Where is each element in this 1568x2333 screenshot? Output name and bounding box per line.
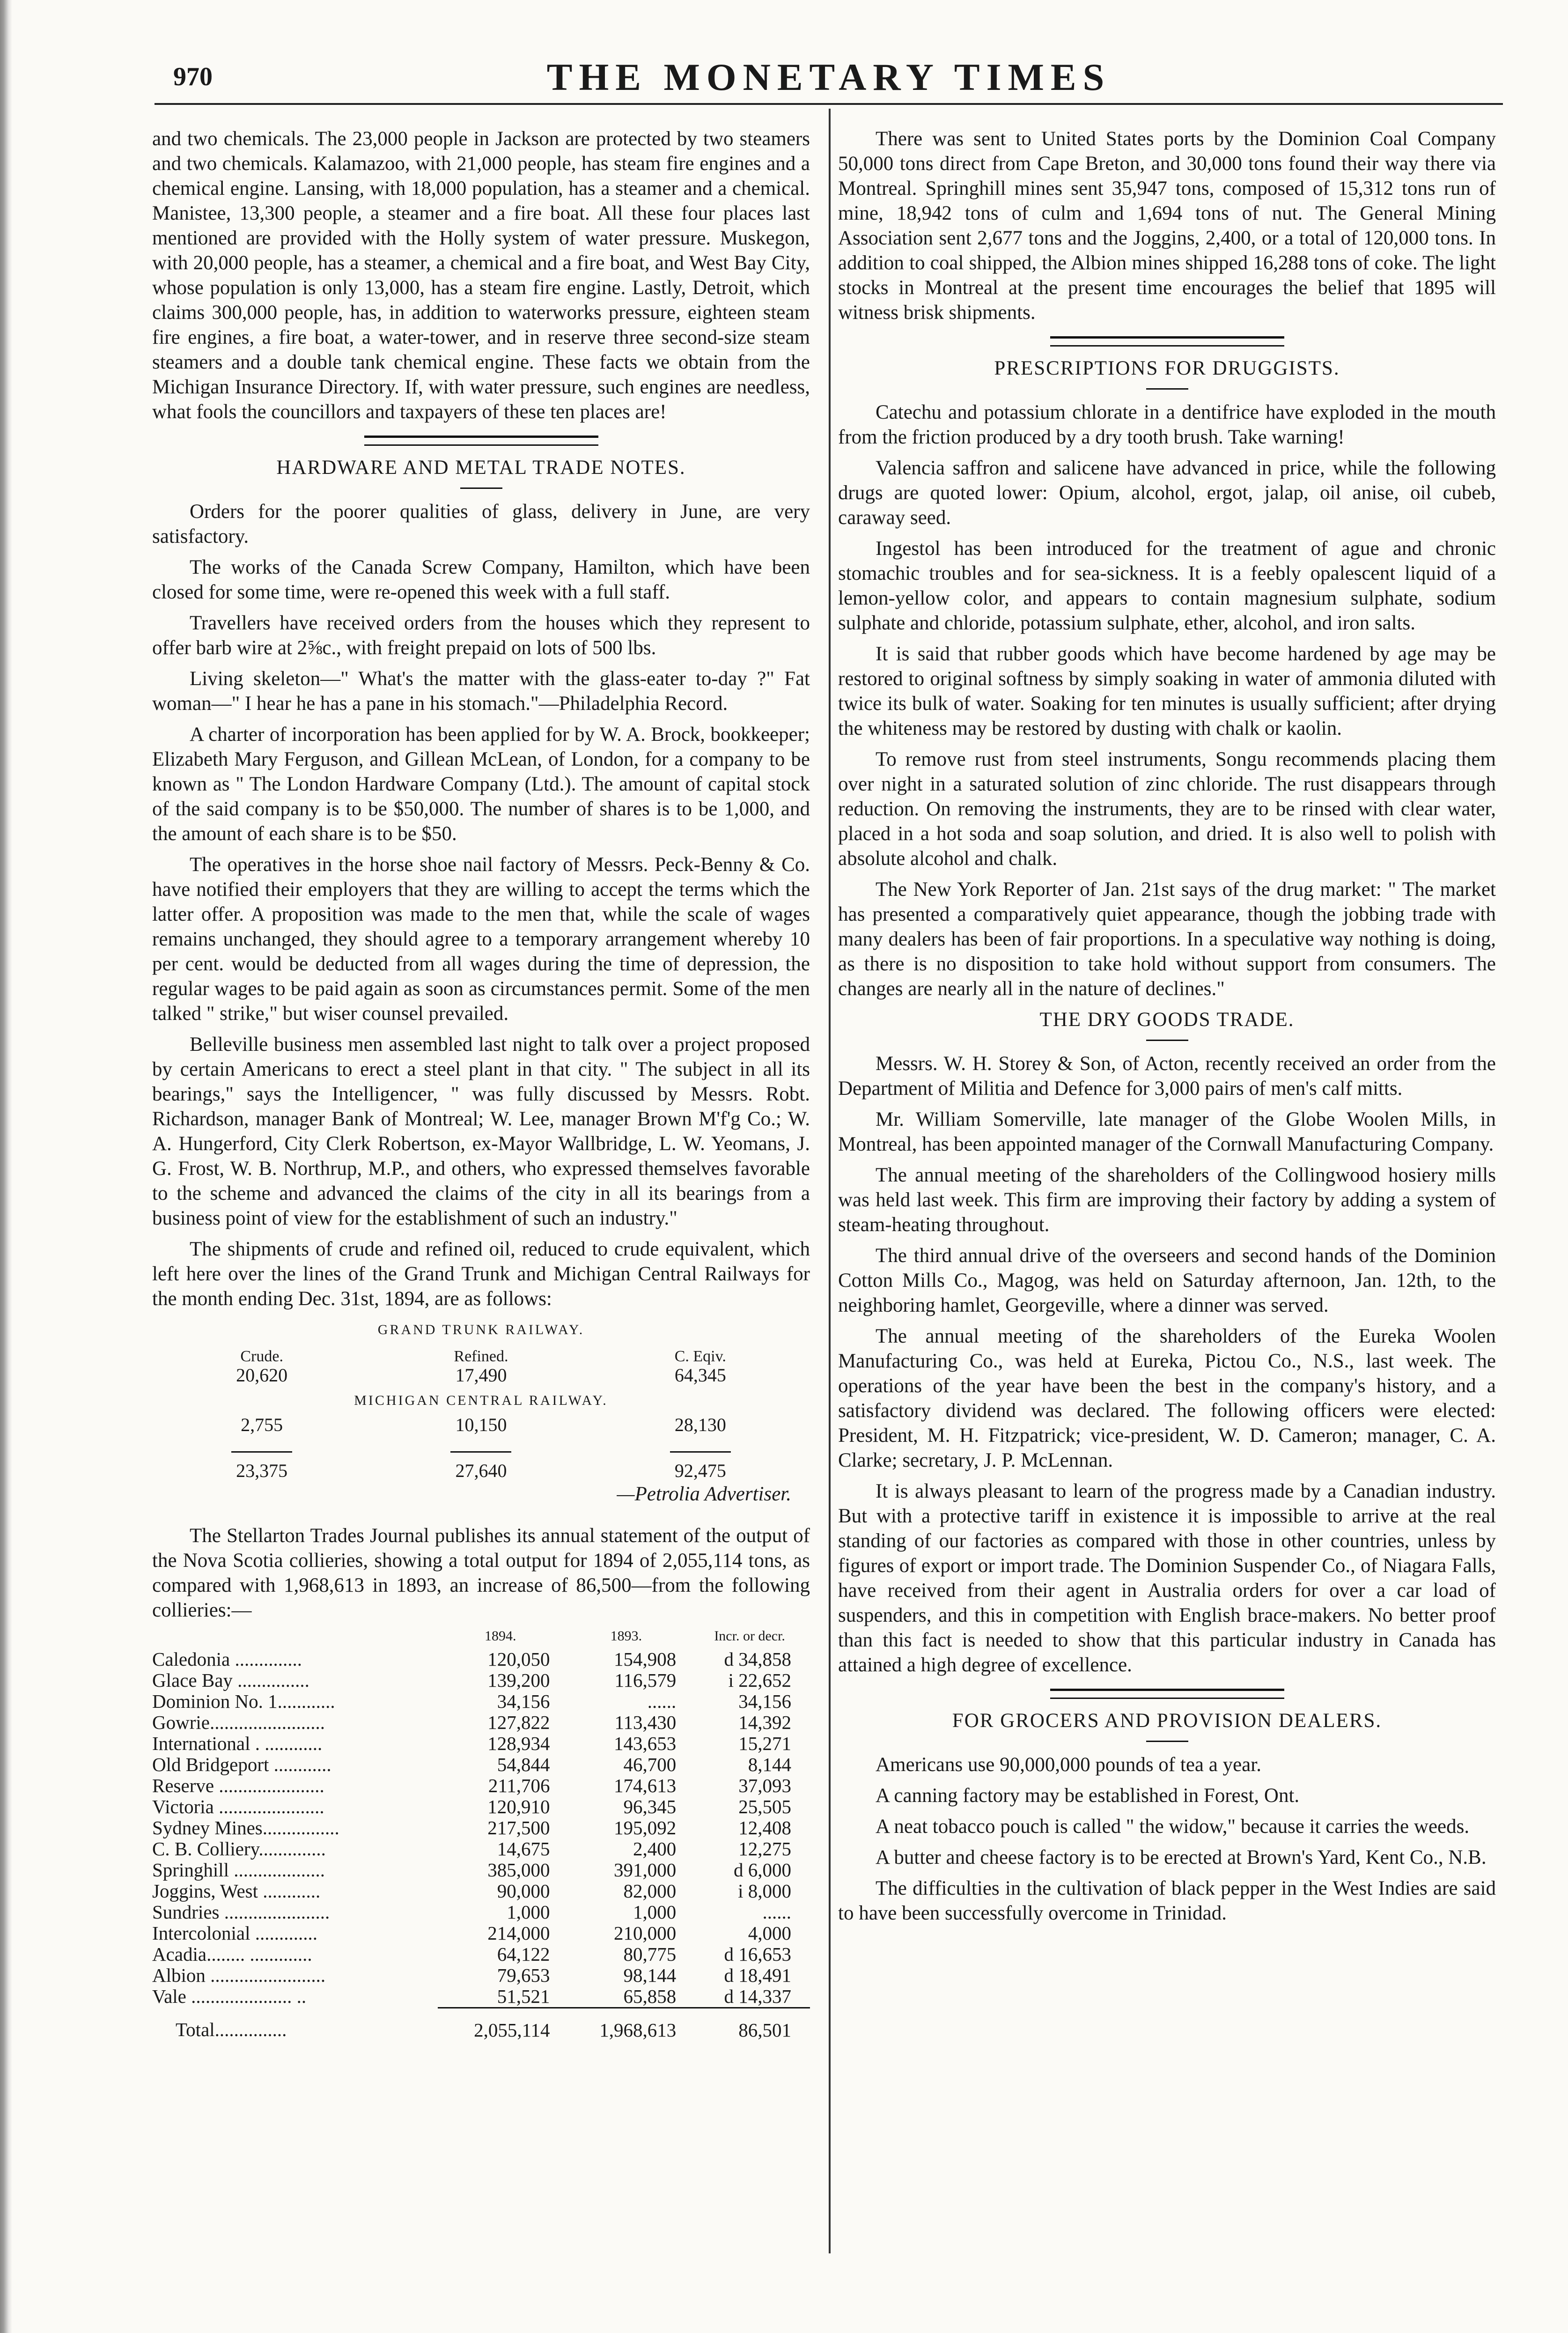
colliery-y1894-cell: 127,822 [487, 1712, 550, 1733]
article-paragraph: The works of the Canada Screw Company, Hamilton, which have been closed for some time, were re-opened this week with a full staff. [152, 556, 810, 603]
table-row [152, 1649, 810, 1670]
article-paragraph: A charter of incorporation has been applied for by W. A. Brock, bookkeeper; Elizabeth Mary Ferguson, and Gillean McLean, of London, for a company to be known as " The London Hardware Company (Ltd.). The amount of capital stock of the said company is to be $50,000. The number of shares is to be 1,000, and the amount of each share is to be $50. [152, 724, 810, 845]
article-paragraph: Living skeleton—" What's the matter with the glass-eater to-day ?" Fat woman—" I hear he has a pane in his stomach."—Philadelphia Record. [152, 668, 810, 715]
colliery-y1893-cell: 116,579 [614, 1669, 677, 1691]
grand-trunk-label: GRAND TRUNK RAILWAY. [377, 1322, 585, 1337]
colliery-y1893-cell: 113,430 [614, 1712, 677, 1733]
table-row [152, 1733, 810, 1754]
colliery-y1894-cell: 214,000 [487, 1922, 550, 1944]
article-paragraph: The third annual drive of the overseers and second hands of the Dominion Cotton Mills Co., Magog, was held on Saturday afternoon, Jan. 12th, to the neighboring hamlet, Georgeville, where a dinner was served. [838, 1245, 1496, 1316]
page-header [155, 52, 1503, 103]
totals-row [152, 1457, 810, 1482]
article-paragraph: The shipments of crude and refined oil, reduced to crude equivalent, which left here over the lines of the Grand Trunk and Michigan Central Railways for the month ending Dec. 31st, 1894, are as follows: [152, 1238, 810, 1310]
colliery-y1894-cell: 120,910 [487, 1796, 550, 1817]
article-paragraph: The New York Reporter of Jan. 21st says of the drug market: " The market has presented a comparatively quiet appearance, though the jobbing trade with many dealers has been of fair proportions. In a speculative way nothing is doing, as there is no disposition to take hold without support from consumers. The changes are nearly all in the nature of declines." [838, 879, 1496, 1000]
col-equiv: C. Eqiv. [674, 1348, 726, 1365]
colliery-change-cell: 37,093 [738, 1775, 791, 1796]
journal-title: THE MONETARY TIMES [546, 56, 1111, 98]
oil-shipments-table [152, 1345, 810, 1482]
colliery-y1894-cell: 1,000 [507, 1901, 550, 1923]
colliery-y1894-cell: 51,521 [497, 1986, 550, 2007]
article-paragraph: The Stellarton Trades Journal publishes its annual statement of the output of the Nova Scotia collieries, showing a total output for 1894 of 2,055,114 tons, as compared with 1,968,613 in 1893, an increase of 86,500—from the following collieries:— [152, 1525, 810, 1621]
heading-rule [1146, 1741, 1188, 1742]
colliery-change-cell: 34,156 [738, 1691, 791, 1712]
column-divider [829, 109, 831, 2253]
colliery-y1893-cell: 1,000 [633, 1901, 677, 1923]
left-column [152, 126, 810, 2041]
table-row [152, 1986, 810, 2007]
table-row [152, 1902, 810, 1923]
colliery-change-cell: d 14,337 [724, 1986, 791, 2007]
colliery-y1893-cell: 2,400 [633, 1838, 677, 1860]
article-paragraph: Americans use 90,000,000 pounds of tea a year. [876, 1754, 1261, 1776]
sum-rule [670, 1451, 731, 1453]
colliery-name-cell: Springhill ................... [152, 1859, 325, 1881]
colliery-y1893-cell: 195,092 [613, 1817, 677, 1838]
colliery-name-cell: Vale ..................... .. [152, 1986, 307, 2007]
table-row [152, 1712, 810, 1733]
col-refined: Refined. [454, 1348, 508, 1365]
table-row [152, 1923, 810, 1944]
article-paragraph: The annual meeting of the shareholders of the Eureka Woolen Manufacturing Co., was held at Eureka, Pictou Co., N.S., last week. The operations of the year have been the best in the company's history, and a satisfactory dividend was declared. The following officers were elected: President, M. H. Fitzpatrick; vice-president, W. D. Cameron; manager, C. A. Clarke; secretary, J. P. McLennan. [838, 1325, 1496, 1471]
cell: 28,130 [674, 1414, 726, 1435]
colliery-change-cell: i 22,652 [728, 1669, 791, 1691]
colliery-change-cell: 15,271 [738, 1733, 791, 1754]
table-row [152, 1796, 810, 1817]
table-row [152, 1365, 810, 1386]
table-row [152, 1691, 810, 1712]
colliery-name-cell: Gowrie........................ [152, 1712, 325, 1733]
colliery-change-cell: i 8,000 [738, 1880, 791, 1902]
colliery-y1893-cell: 65,858 [623, 1986, 677, 2007]
hardware-heading: HARDWARE AND METAL TRADE NOTES. [276, 457, 686, 479]
table-row [152, 1944, 810, 1965]
colliery-name-cell: International . ............ [152, 1733, 323, 1754]
col-change: Incr. or decr. [714, 1628, 785, 1644]
table-header-row [152, 1629, 810, 1649]
cell: 2,755 [241, 1414, 283, 1435]
source-attribution: —Petrolia Advertiser. [617, 1483, 791, 1505]
article-paragraph: The annual meeting of the shareholders of the Collingwood hosiery mills was held last week. This firm are improving their factory by adding a system of steam-heating throughout. [838, 1164, 1496, 1236]
michigan-central-label: MICHIGAN CENTRAL RAILWAY. [354, 1393, 608, 1408]
table-row [152, 1860, 810, 1881]
colliery-y1894-cell: 79,653 [497, 1964, 550, 1986]
article-paragraph: The difficulties in the cultivation of black pepper in the West Indies are said to have been successfully overcome in Trinidad. [838, 1877, 1496, 1924]
colliery-y1894-cell: 385,000 [487, 1859, 550, 1881]
section-divider [364, 436, 598, 446]
cell: 92,475 [674, 1460, 726, 1481]
article-paragraph: A canning factory may be established in Forest, Ont. [876, 1785, 1300, 1807]
fire-engines-paragraph: and two chemicals. The 23,000 people in Jackson are protected by two steamers and two chemicals. Kalamazoo, with 21,000 people, has steam fire engines and a chemical engine. Lansing, with 18,000 population, has a steamer and a chemical. Manistee, 13,300 people, a steamer and a fire boat. All these four places last mentioned are provided with the Holly system of water pressure. Muskegon, with 20,000 people, has a steamer, a chemical and a fire boat, and West Bay City, whose population is only 13,000, has a steam fire engine. Lastly, Detroit, which claims 300,000 people, has, in addition to waterworks pressure, eighteen steam fire engines, a fire boat, a water-tower, and in reserve three second-size steam steamers and a double tank chemical engine. These facts we obtain from the Michigan Insurance Directory. If, with water pressure, such engines are needless, what fools the councillors and taxpayers of these ten places are! [152, 128, 810, 423]
colliery-change-cell: d 18,491 [724, 1964, 791, 1986]
section-divider [1050, 336, 1284, 347]
article-paragraph: Mr. William Somerville, late manager of the Globe Woolen Mills, in Montreal, has been appointed manager of the Cornwall Manufacturing Company. [838, 1108, 1496, 1155]
colliery-y1893-cell: ...... [647, 1691, 677, 1712]
col-crude: Crude. [240, 1348, 283, 1365]
table-row [152, 1838, 810, 1860]
colliery-y1894-cell: 64,122 [497, 1943, 550, 1965]
col-1893: 1893. [610, 1628, 642, 1644]
colliery-y1894-cell: 128,934 [487, 1733, 550, 1754]
colliery-name-cell: Sundries ...................... [152, 1901, 330, 1923]
page-number: 970 [173, 62, 213, 91]
colliery-change-cell: 4,000 [748, 1922, 791, 1944]
colliery-y1893-cell: 391,000 [613, 1859, 677, 1881]
heading-rule [460, 487, 502, 489]
cell: 17,490 [455, 1365, 507, 1386]
article-paragraph: Valencia saffron and salicene have advanced in price, while the following drugs are quoted lower: Opium, alcohol, ergot, jalap, oil anise, oil cubeb, caraway seed. [838, 457, 1496, 529]
colliery-y1893-cell: 154,908 [613, 1648, 677, 1670]
article-paragraph: Belleville business men assembled last night to talk over a project proposed by certain Americans to erect a steel plant in that city. " The subject in all its bearings," says the Intelligencer, " was fully discussed by Messrs. Robt. Richardson, manager Bank of Montreal; W. Lee, manager Brown M'f'g Co.; W. A. Hungerford, City Clerk Robertson, ex-Mayor Wallbridge, L. W. Yeomans, J. G. Frost, W. B. Northrup, M.P., and others, who expressed themselves favorable to the scheme and advanced the claims of the city in all its bearings from a business point of view for the establishment of such an industry." [152, 1034, 810, 1229]
right-column [838, 126, 1496, 1932]
collieries-table [152, 1629, 810, 2041]
table-row [152, 1965, 810, 1986]
table-row [152, 1414, 810, 1436]
sum-rule [231, 1451, 292, 1453]
article-paragraph: The operatives in the horse shoe nail factory of Messrs. Peck-Benny & Co. have notified their employers that they are willing to accept the terms which the latter offer. A proposition was made to the men that, while the scale of wages remains unchanged, they should agree to a temporary arrangement whereby 10 per cent. would be deducted from all wages during the time of depression, the regular wages to be paid again as soon as circumstances permit. Some of the men talked " strike," but wiser counsel prevailed. [152, 854, 810, 1025]
article-paragraph: It is always pleasant to learn of the progress made by a Canadian industry. But with a protective tariff in existence it is impossible to arrive at the real standing of our factories as compared with those in other countries, unless by figures of export or import trade. The Dominion Suspender Co., of Niagara Falls, have received from their agent in Australia orders for over a car load of suspenders, and this in competition with English brace-makers. No better proof than this fact is needed to show that this particular industry in Canada has attained a high degree of excellence. [838, 1480, 1496, 1676]
colliery-y1894-cell: 120,050 [487, 1648, 550, 1670]
article-paragraph: Catechu and potassium chlorate in a dentifrice have exploded in the mouth from the friction produced by a dry tooth brush. Take warning! [838, 401, 1496, 448]
colliery-total-1894-cell: 2,055,114 [474, 2019, 550, 2041]
article-paragraph: Ingestol has been introduced for the treatment of ague and chronic stomachic troubles and for sea-sickness. It is a feebly opalescent liquid of a lemon-yellow color, and appears to contain magnesium sulphate, sodium sulphate and chloride, potassium sulphate, ether, alcohol, and iron salts. [838, 538, 1496, 634]
article-paragraph: A neat tobacco pouch is called " the widow," because it carries the weeds. [876, 1816, 1470, 1838]
table-row [152, 1670, 810, 1691]
cell: 23,375 [236, 1460, 288, 1481]
colliery-y1894-cell: 217,500 [487, 1817, 550, 1838]
article-paragraph: A butter and cheese factory is to be erected at Brown's Yard, Kent Co., N.B. [876, 1846, 1487, 1868]
table-row [152, 1754, 810, 1775]
colliery-y1894-cell: 90,000 [497, 1880, 550, 1902]
totals-row [152, 2008, 810, 2041]
colliery-name-cell: C. B. Colliery.............. [152, 1838, 326, 1860]
cell: 64,345 [674, 1365, 726, 1386]
colliery-y1894-cell: 54,844 [497, 1754, 550, 1775]
colliery-y1893-cell: 174,613 [613, 1775, 677, 1796]
cell: 20,620 [236, 1365, 288, 1386]
colliery-change-cell: 12,408 [738, 1817, 791, 1838]
colliery-change-cell: 12,275 [738, 1838, 791, 1860]
colliery-change-cell: ...... [762, 1901, 791, 1923]
table-row [152, 1817, 810, 1838]
article-paragraph: Travellers have received orders from the houses which they represent to offer barb wire at 2⅝c., with freight prepaid on lots of 500 lbs. [152, 612, 810, 659]
colliery-change-cell: 14,392 [738, 1712, 791, 1733]
header-rule [155, 103, 1503, 105]
cell: 10,150 [455, 1414, 507, 1435]
colliery-y1894-cell: 14,675 [497, 1838, 550, 1860]
colliery-y1894-cell: 139,200 [487, 1669, 550, 1691]
scanned-page-edge [0, 0, 12, 2333]
colliery-total-1893-cell: 1,968,613 [599, 2019, 677, 2041]
colliery-y1893-cell: 46,700 [623, 1754, 677, 1775]
colliery-name-cell: Joggins, West ............ [152, 1880, 321, 1902]
coal-shipments-paragraph: There was sent to United States ports by the Dominion Coal Company 50,000 tons direct from Cape Breton, and 30,000 tons found their way there via Montreal. Springhill mines sent 35,947 tons, composed of 15,312 tons run of mine, 18,942 tons of culm and 1,694 tons of nut. The General Mining Association sent 2,677 tons and the Joggins, 2,400, or a total of 120,000 tons. In addition to coal shipped, the Albion mines shipped 16,288 tons of coke. The light stocks in Montreal at the present time encourages the belief that 1895 will witness brisk shipments. [838, 128, 1496, 324]
colliery-name-cell: Intercolonial ............. [152, 1922, 317, 1944]
colliery-y1893-cell: 80,775 [623, 1943, 677, 1965]
colliery-name-cell: Acadia........ ............. [152, 1943, 312, 1965]
colliery-total-label-cell: Total............... [176, 2019, 287, 2041]
colliery-name-cell: Caledonia .............. [152, 1648, 302, 1670]
colliery-change-cell: 8,144 [748, 1754, 791, 1775]
colliery-y1894-cell: 34,156 [497, 1691, 550, 1712]
article-paragraph: Messrs. W. H. Storey & Son, of Acton, recently received an order from the Department of Militia and Defence for 3,000 pairs of men's calf mitts. [838, 1053, 1496, 1100]
colliery-total-change-cell: 86,501 [738, 2019, 791, 2041]
dry-goods-heading: THE DRY GOODS TRADE. [1039, 1009, 1295, 1031]
colliery-change-cell: 25,505 [738, 1796, 791, 1817]
colliery-y1894-cell: 211,706 [488, 1775, 550, 1796]
colliery-name-cell: Old Bridgeport ............ [152, 1754, 331, 1775]
table-row [152, 1775, 810, 1796]
table-header-row [152, 1345, 810, 1365]
article-paragraph: To remove rust from steel instruments, Songu recommends placing them over night in a saturated solution of zinc chloride. The rust disappears through reduction. On removing the instruments, they are to be rinsed with clear water, placed in a hot soda and soap solution, and dried. It is also well to polish with absolute alcohol and chalk. [838, 748, 1496, 870]
colliery-name-cell: Sydney Mines................ [152, 1817, 339, 1838]
heading-rule [1146, 388, 1188, 390]
colliery-y1893-cell: 210,000 [613, 1922, 677, 1944]
colliery-name-cell: Glace Bay ............... [152, 1669, 309, 1691]
cell: 27,640 [455, 1460, 507, 1481]
colliery-change-cell: d 6,000 [734, 1859, 791, 1881]
grocers-heading: FOR GROCERS AND PROVISION DEALERS. [952, 1710, 1382, 1732]
druggists-heading: PRESCRIPTIONS FOR DRUGGISTS. [994, 357, 1340, 379]
colliery-y1893-cell: 98,144 [623, 1964, 677, 1986]
colliery-name-cell: Victoria ...................... [152, 1796, 324, 1817]
colliery-y1893-cell: 96,345 [623, 1796, 677, 1817]
colliery-change-cell: d 34,858 [724, 1648, 791, 1670]
colliery-y1893-cell: 82,000 [623, 1880, 677, 1902]
article-paragraph: It is said that rubber goods which have become hardened by age may be restored to original softness by simply soaking in water of ammonia diluted with twice its bulk of water. Soaking for ten minutes is usually sufficient; after drying the whiteness may be restored by dusting with chalk or kaolin. [838, 643, 1496, 739]
sum-rule [450, 1451, 511, 1453]
heading-rule [1146, 1040, 1188, 1041]
section-divider [1050, 1689, 1284, 1699]
colliery-name-cell: Dominion No. 1............ [152, 1691, 335, 1712]
colliery-y1893-cell: 143,653 [613, 1733, 677, 1754]
col-1894: 1894. [485, 1628, 516, 1644]
colliery-name-cell: Reserve ...................... [152, 1775, 324, 1796]
article-paragraph: Orders for the poorer qualities of glass, delivery in June, are very satisfactory. [152, 501, 810, 547]
table-row [152, 1881, 810, 1902]
colliery-change-cell: d 16,653 [724, 1943, 791, 1965]
colliery-name-cell: Albion ........................ [152, 1964, 326, 1986]
